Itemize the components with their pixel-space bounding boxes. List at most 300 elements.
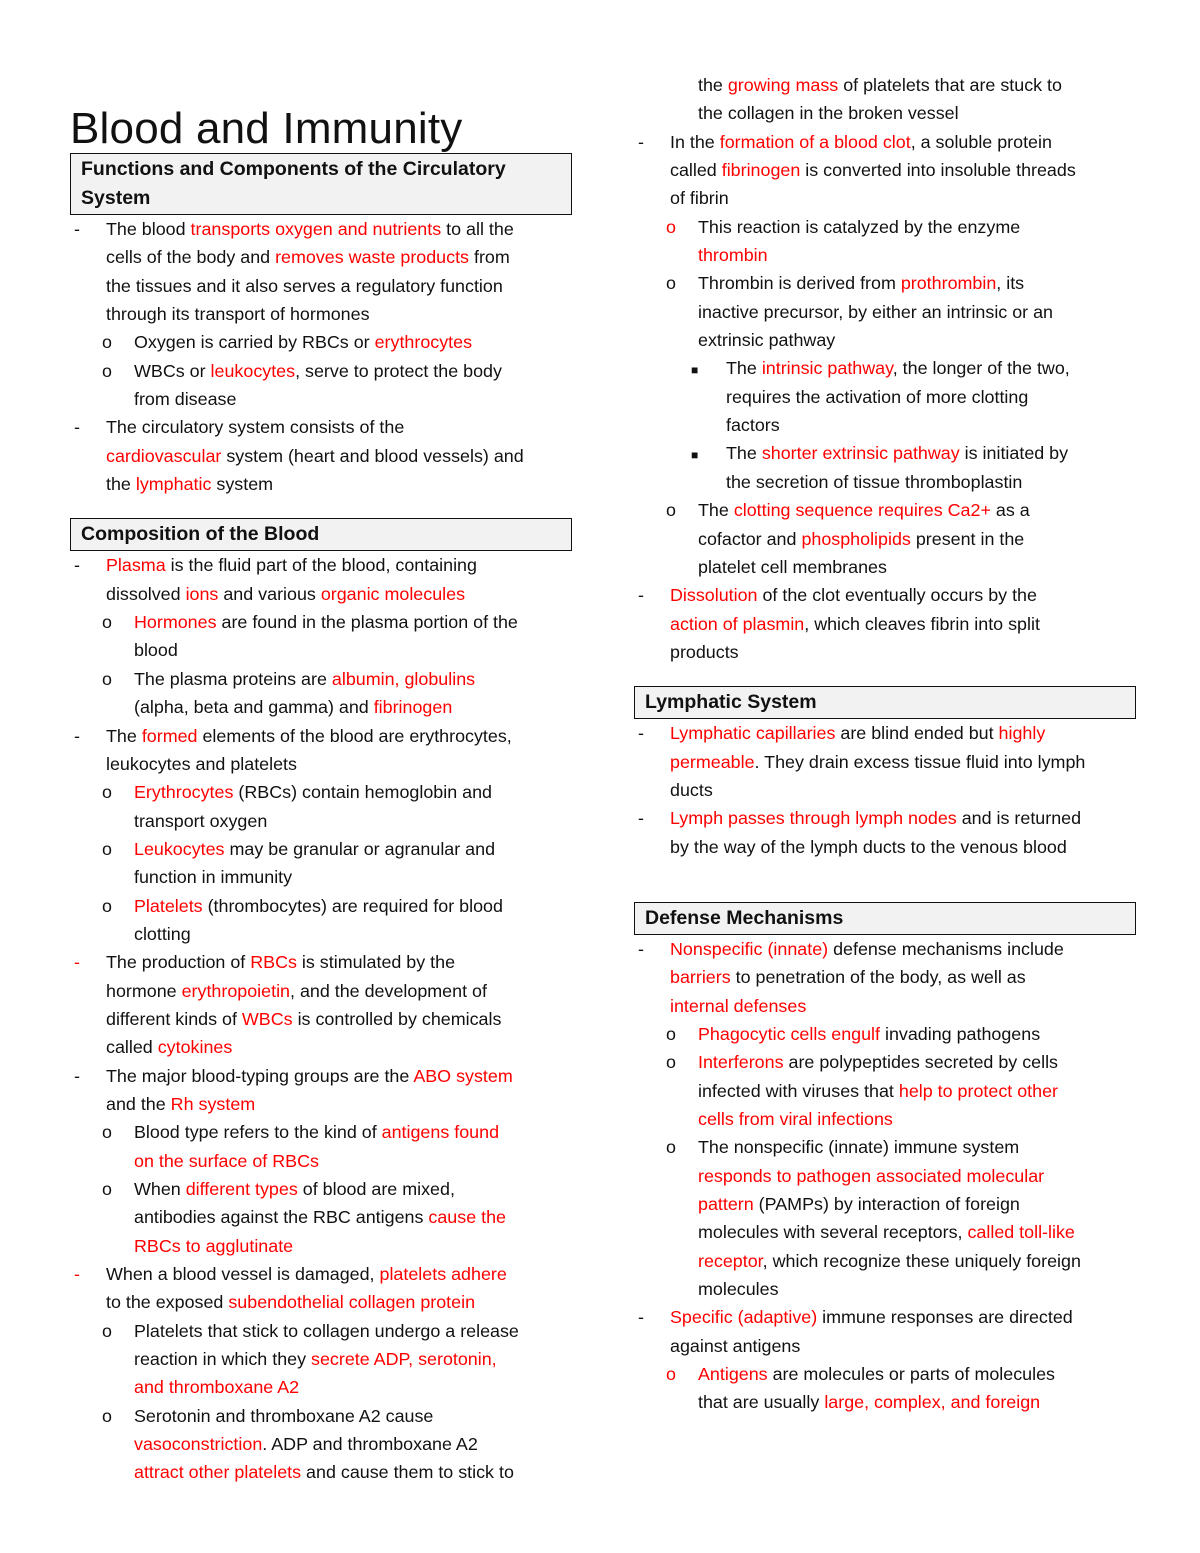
line-text [726, 383, 1028, 411]
emphasis-text: transports oxygen and nutrients [190, 219, 442, 239]
emphasis-text: ABO system [413, 1065, 513, 1086]
body-text: from disease [134, 389, 237, 410]
list-item-continuation [70, 470, 572, 498]
body-text: requires the activation of more clotting [726, 386, 1029, 407]
emphasis-text: prothrombin [900, 273, 997, 294]
body-text: clotting [134, 923, 191, 944]
emphasis-text: Plasma [106, 555, 166, 576]
list-item [634, 269, 1136, 297]
line-text [698, 99, 959, 127]
emphasis-text: pattern [698, 1194, 754, 1215]
body-text: to the exposed [106, 1292, 229, 1313]
circle-bullet: o [666, 1052, 676, 1073]
list-item-continuation [634, 525, 1136, 553]
list-item [70, 778, 572, 806]
body-text: are molecules or parts of molecules [767, 1364, 1055, 1385]
list-item-continuation [634, 326, 1136, 354]
section-heading: Lymphatic System [634, 686, 1136, 719]
list-item-continuation [634, 298, 1136, 326]
emphasis-text: permeable [670, 751, 755, 772]
list-item-continuation [70, 693, 572, 721]
body-text: from [469, 247, 510, 268]
list-item [70, 892, 572, 920]
body-text: are blind ended but [835, 723, 999, 744]
body-text: system [211, 474, 274, 495]
body-text: The [726, 358, 762, 379]
body-text: platelet cell membranes [698, 556, 887, 577]
dash-bullet: - [74, 555, 80, 576]
left-column [70, 153, 572, 1487]
emphasis-text: Phagocytic cells engulf [698, 1023, 880, 1044]
emphasis-text: attract other platelets [134, 1462, 302, 1483]
body-text: different kinds of [106, 1008, 242, 1029]
line-text [698, 1105, 893, 1133]
circle-bullet: o [666, 1364, 676, 1385]
emphasis-text: different types [185, 1179, 298, 1199]
body-text: . ADP and thromboxane A2 [262, 1434, 478, 1455]
body-text: When a blood vessel is damaged, [106, 1264, 380, 1285]
list-item-continuation [634, 638, 1136, 666]
body-text: of the clot eventually occurs by the [757, 585, 1037, 606]
section-heading: Defense Mechanisms [634, 902, 1136, 935]
list-item [634, 935, 1136, 963]
emphasis-text: cause the [428, 1207, 506, 1228]
emphasis-text: Hormones [134, 612, 217, 633]
emphasis-text: cells from viral infections [698, 1109, 893, 1129]
body-text: . They drain excess tissue fluid into lymph [754, 751, 1086, 772]
body-text: Thrombin is derived from [698, 273, 901, 294]
emphasis-text: cardiovascular [106, 445, 222, 466]
body-text: by the way of the lymph ducts to the venous blood [670, 836, 1067, 857]
list-item-continuation [634, 553, 1136, 581]
body-text: is converted into insoluble threads [800, 160, 1076, 181]
list-item [70, 1175, 572, 1203]
emphasis-text: large, complex, and foreign [824, 1392, 1041, 1413]
line-text [134, 608, 518, 636]
body-text: Platelets that stick to collagen undergo a release [134, 1320, 519, 1341]
body-text: the [106, 474, 136, 495]
body-text: blood [134, 640, 178, 661]
circle-bullet: o [102, 1320, 112, 1341]
body-text: (PAMPs) by interaction of foreign [753, 1194, 1020, 1215]
circle-bullet: o [102, 1179, 112, 1199]
line-text [670, 833, 1067, 861]
list-item-continuation [634, 1332, 1136, 1360]
emphasis-text: Rh system [170, 1093, 256, 1114]
circle-bullet: o [666, 273, 676, 294]
list-item-continuation [634, 776, 1136, 804]
list-item-continuation [634, 1275, 1136, 1303]
emphasis-text: platelets adhere [379, 1264, 507, 1285]
list-item [70, 328, 572, 356]
list-item-continuation [634, 1077, 1136, 1105]
dash-bullet: - [638, 1307, 644, 1328]
list-item-continuation [634, 748, 1136, 776]
body-text: cells of the body and [106, 247, 276, 268]
line-text [698, 1133, 1019, 1161]
emphasis-text: Specific (adaptive) [670, 1307, 818, 1328]
list-item [70, 1260, 572, 1288]
body-text: Serotonin and thromboxane A2 cause [134, 1405, 434, 1426]
emphasis-text: responds to pathogen associated molecular [698, 1165, 1045, 1186]
body-text: (RBCs) contain hemoglobin and [233, 782, 492, 803]
list-item [70, 722, 572, 750]
line-text [670, 184, 729, 212]
line-text [106, 300, 370, 328]
body-text: When [134, 1179, 186, 1199]
body-text: the collagen in the broken vessel [698, 103, 959, 124]
list-item-continuation [70, 977, 572, 1005]
body-text: to all the [441, 219, 514, 239]
body-text: extrinsic pathway [698, 330, 836, 351]
line-text [106, 442, 524, 470]
body-text: and is returned [956, 808, 1082, 829]
emphasis-text: intrinsic pathway [761, 358, 893, 379]
emphasis-text: Leukocytes [134, 838, 225, 859]
list-item [70, 948, 572, 976]
line-text [134, 636, 178, 664]
line-text [134, 1147, 319, 1175]
line-text [698, 1162, 1044, 1190]
list-item-continuation [634, 963, 1136, 991]
body-text: function in immunity [134, 867, 293, 888]
line-text [698, 1190, 1020, 1218]
body-text: The [726, 443, 762, 464]
list-item-continuation [70, 750, 572, 778]
circle-bullet: o [102, 782, 112, 803]
list-item-continuation [634, 241, 1136, 269]
dash-bullet: - [638, 585, 644, 606]
line-text [106, 977, 487, 1005]
page-title: Blood and Immunity [70, 104, 463, 154]
body-text: (thrombocytes) are required for blood [202, 895, 503, 916]
emphasis-text: leukocytes [210, 360, 296, 381]
list-item [70, 357, 572, 385]
body-text: (alpha, beta and gamma) and [134, 697, 374, 718]
line-text [698, 298, 1053, 326]
line-text [134, 1118, 499, 1146]
list-item [634, 1360, 1136, 1388]
emphasis-text: RBCs [250, 952, 297, 973]
line-text [698, 1048, 1058, 1076]
list-item [634, 496, 1136, 524]
emphasis-text: thrombin [698, 245, 768, 266]
body-text: The [698, 500, 734, 521]
bullet-list [634, 71, 1136, 666]
line-text [698, 553, 887, 581]
body-text: present in the [910, 528, 1025, 549]
list-item-continuation [634, 156, 1136, 184]
emphasis-text: Erythrocytes [134, 782, 234, 803]
emphasis-text: Lymph passes through lymph nodes [670, 808, 957, 829]
line-text [106, 272, 503, 300]
emphasis-text: antigens found [381, 1122, 500, 1143]
body-text: as a [990, 500, 1030, 521]
body-text: the tissues and it also serves a regulatory function [106, 275, 503, 296]
line-text [670, 610, 1040, 638]
line-text [134, 1232, 293, 1260]
dash-bullet: - [74, 1264, 80, 1285]
list-item-continuation [634, 610, 1136, 638]
list-item-continuation [70, 1033, 572, 1061]
emphasis-text: shorter extrinsic pathway [761, 443, 960, 464]
list-item [70, 1062, 572, 1090]
list-item [70, 413, 572, 441]
line-text [670, 1303, 1073, 1331]
bullet-list [70, 551, 572, 1486]
body-text: is stimulated by the [296, 952, 456, 973]
line-text [698, 1360, 1055, 1388]
line-text [134, 693, 452, 721]
line-text [670, 935, 1064, 963]
line-text [134, 1345, 497, 1373]
list-item-continuation [634, 184, 1136, 212]
body-text: transport oxygen [134, 810, 268, 831]
emphasis-text: help to protect other [898, 1080, 1059, 1101]
line-text [698, 269, 1024, 297]
list-item-continuation [70, 1090, 572, 1118]
line-text [670, 776, 713, 804]
line-text [134, 1402, 433, 1430]
list-item-continuation [70, 920, 572, 948]
body-text: The [106, 725, 142, 746]
list-item-continuation [70, 1203, 572, 1231]
line-text [670, 748, 1085, 776]
body-text: to penetration of the body, as well as [730, 967, 1026, 988]
list-item-continuation [634, 1162, 1136, 1190]
list-item [70, 1317, 572, 1345]
circle-bullet: o [102, 668, 112, 689]
emphasis-text: action of plasmin [670, 613, 805, 634]
list-item-continuation [70, 1345, 572, 1373]
line-text [106, 1033, 232, 1061]
circle-bullet: o [666, 500, 676, 521]
body-text: immune responses are directed [817, 1307, 1073, 1328]
list-item [634, 213, 1136, 241]
body-text: molecules with several receptors, [698, 1222, 968, 1243]
list-item [70, 1402, 572, 1430]
line-text [134, 835, 495, 863]
list-item [634, 439, 1136, 467]
line-text [698, 496, 1030, 524]
line-text [106, 413, 404, 441]
list-item [70, 835, 572, 863]
list-item [634, 1048, 1136, 1076]
body-text: is initiated by [959, 443, 1069, 464]
line-text [106, 243, 510, 271]
circle-bullet: o [666, 1023, 676, 1044]
emphasis-text: albumin, globulins [331, 668, 476, 689]
line-text [670, 1332, 800, 1360]
circle-bullet: o [666, 1137, 676, 1158]
line-text [134, 328, 472, 356]
body-text: The blood [106, 219, 191, 239]
list-item-continuation [634, 71, 1136, 99]
line-text [698, 241, 768, 269]
emphasis-text: formation of a blood clot [719, 131, 911, 152]
line-text [698, 525, 1024, 553]
body-text: dissolved [106, 583, 186, 604]
list-item-continuation [70, 580, 572, 608]
body-text: of platelets that are stuck to [838, 75, 1062, 95]
emphasis-text: Lymphatic capillaries [670, 723, 836, 744]
body-text: called [670, 160, 722, 181]
line-text [106, 1288, 475, 1316]
body-text: Blood type refers to the kind of [134, 1122, 382, 1143]
body-text: The plasma proteins are [134, 668, 332, 689]
body-text: invading pathogens [880, 1023, 1041, 1044]
body-text: called [106, 1037, 158, 1058]
emphasis-text: RBCs to agglutinate [134, 1235, 294, 1256]
list-item-continuation [70, 1458, 572, 1486]
body-text: are found in the plasma portion of the [216, 612, 518, 633]
list-item-continuation [70, 1005, 572, 1033]
list-item-continuation [634, 992, 1136, 1020]
square-bullet-icon: ■ [691, 363, 699, 378]
body-text: the secretion of tissue thromboplastin [726, 471, 1023, 492]
line-text [106, 580, 465, 608]
list-item-continuation [634, 411, 1136, 439]
list-item-continuation [70, 1147, 572, 1175]
dash-bullet: - [74, 1065, 80, 1086]
body-text: that are usually [698, 1392, 825, 1413]
list-item [70, 608, 572, 636]
body-text: The production of [106, 952, 251, 973]
line-text [106, 1062, 513, 1090]
line-text [670, 963, 1026, 991]
line-text [726, 439, 1068, 467]
body-text: and cause them to stick to [301, 1462, 514, 1483]
line-text [726, 354, 1070, 382]
body-text: , serve to protect the body [295, 360, 502, 381]
dash-bullet: - [74, 219, 80, 239]
list-item [634, 128, 1136, 156]
line-text [670, 992, 806, 1020]
line-text [726, 468, 1022, 496]
body-text: In the [670, 131, 720, 152]
circle-bullet: o [102, 1405, 112, 1426]
dash-bullet: - [638, 808, 644, 829]
body-text: infected with viruses that [698, 1080, 899, 1101]
list-item-continuation [70, 1430, 572, 1458]
line-text [134, 385, 236, 413]
list-item [70, 665, 572, 693]
square-bullet-icon: ■ [691, 448, 699, 463]
body-text: , which cleaves fibrin into split [804, 613, 1040, 634]
list-item [634, 581, 1136, 609]
body-text: This reaction is catalyzed by the enzyme [698, 216, 1021, 237]
line-text [106, 1005, 501, 1033]
list-item-continuation [634, 383, 1136, 411]
list-item-continuation [634, 1388, 1136, 1416]
line-text [698, 1247, 1081, 1275]
list-item-continuation [70, 300, 572, 328]
body-text: antibodies against the RBC antigens [134, 1207, 429, 1228]
emphasis-text: Interferons [698, 1052, 784, 1073]
circle-bullet: o [102, 332, 112, 353]
dash-bullet: - [638, 131, 644, 152]
line-text [726, 411, 780, 439]
body-text: WBCs or [134, 360, 211, 381]
line-text [670, 719, 1045, 747]
body-text: inactive precursor, by either an intrinsic or an [698, 301, 1053, 322]
emphasis-text: lymphatic [135, 474, 212, 495]
line-text [134, 1317, 519, 1345]
list-item-continuation [70, 272, 572, 300]
line-text [698, 71, 1062, 99]
circle-bullet: o [102, 1122, 112, 1143]
body-text: cofactor and [698, 528, 802, 549]
body-text: elements of the blood are erythrocytes, [197, 725, 512, 746]
body-text: is controlled by chemicals [292, 1008, 502, 1029]
line-text [670, 804, 1081, 832]
line-text [106, 215, 514, 243]
list-item-continuation [70, 636, 572, 664]
body-text: The major blood-typing groups are the [106, 1065, 414, 1086]
dash-bullet: - [638, 723, 644, 744]
circle-bullet: o [102, 612, 112, 633]
body-text: is the fluid part of the blood, containing [165, 555, 477, 576]
line-text [134, 1203, 506, 1231]
line-text [698, 1020, 1040, 1048]
dash-bullet: - [74, 417, 80, 438]
line-text [698, 1275, 779, 1303]
list-item-continuation [70, 863, 572, 891]
body-text: through its transport of hormones [106, 304, 370, 325]
body-text: of fibrin [670, 188, 729, 209]
list-item-continuation [70, 1288, 572, 1316]
list-item-continuation [634, 99, 1136, 127]
bullet-list [634, 719, 1136, 861]
body-text: leukocytes and platelets [106, 753, 297, 774]
emphasis-text: organic molecules [320, 583, 466, 604]
list-item [70, 215, 572, 243]
line-text [106, 1260, 507, 1288]
line-text [134, 778, 492, 806]
body-text: are polypeptides secreted by cells [783, 1052, 1059, 1073]
dash-bullet: - [74, 725, 80, 746]
list-item-continuation [70, 1232, 572, 1260]
line-text [134, 1175, 455, 1203]
line-text [134, 1373, 299, 1401]
emphasis-text: Antigens [698, 1364, 768, 1385]
emphasis-text: highly [998, 723, 1046, 744]
emphasis-text: erythropoietin [181, 980, 290, 1001]
emphasis-text: subendothelial collagen protein [228, 1292, 476, 1313]
line-text [134, 1430, 478, 1458]
body-text: and various [218, 583, 321, 604]
emphasis-text: fibrinogen [721, 160, 801, 181]
body-text: reaction in which they [134, 1349, 312, 1370]
line-text [670, 581, 1037, 609]
line-text [134, 863, 292, 891]
emphasis-text: Platelets [134, 895, 203, 916]
body-text: , the longer of the two, [892, 358, 1070, 379]
bullet-list [70, 215, 572, 498]
body-text: The circulatory system consists of the [106, 417, 405, 438]
line-text [106, 948, 455, 976]
emphasis-text: WBCs [241, 1008, 293, 1029]
body-text: Oxygen is carried by RBCs or [134, 332, 375, 353]
emphasis-text: formed [141, 725, 198, 746]
line-text [698, 1077, 1058, 1105]
list-item [634, 354, 1136, 382]
emphasis-text: cytokines [157, 1037, 233, 1058]
list-item-continuation [70, 1373, 572, 1401]
body-text: The nonspecific (innate) immune system [698, 1137, 1020, 1158]
line-text [134, 920, 191, 948]
line-text [698, 213, 1020, 241]
